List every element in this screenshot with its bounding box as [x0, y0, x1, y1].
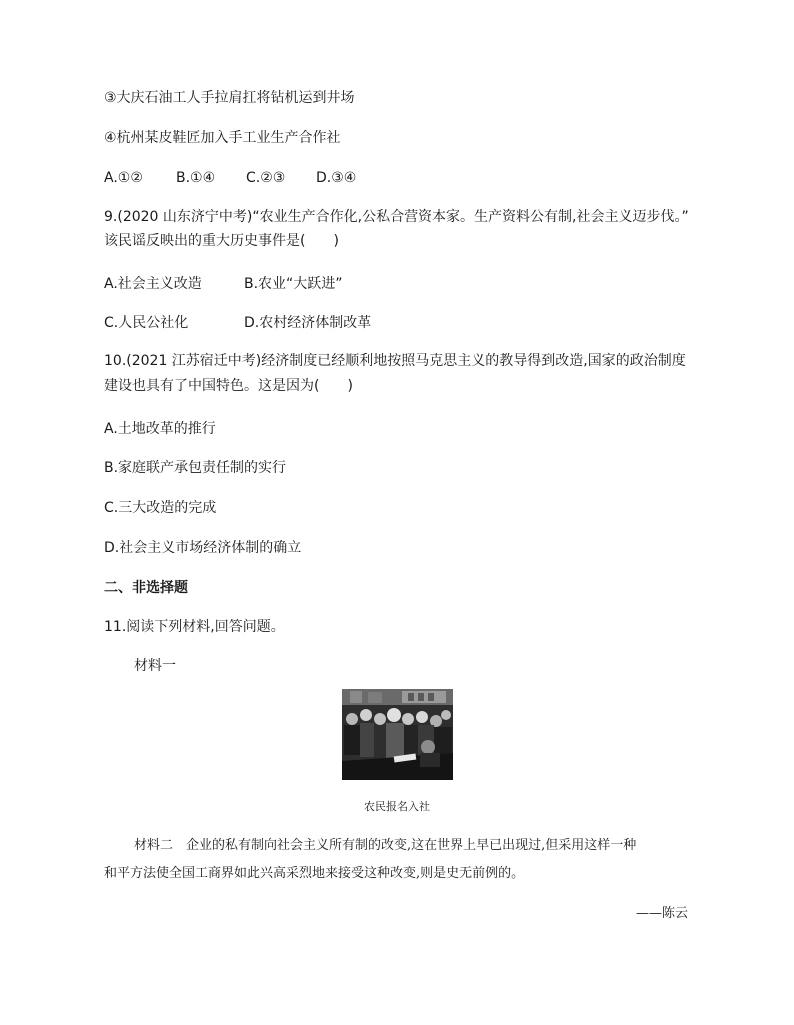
- q9-choice-c: C.人民公社化: [104, 315, 189, 331]
- q8-choice-a: A.①②: [104, 170, 143, 186]
- q10-choice-b: B.家庭联产承包责任制的实行: [104, 460, 287, 476]
- q8-choices: [104, 168, 356, 188]
- q10-choice-a: A.土地改革的推行: [104, 421, 216, 437]
- q9-stem-line-2: 该民谣反映出的重大历史事件是( ): [104, 233, 339, 249]
- q8-option-item-3: ③大庆石油工人手拉肩扛将钻机运到井场: [104, 90, 355, 106]
- q11-stem: 11.阅读下列材料,回答问题。: [104, 619, 285, 635]
- q10-stem-line-2: 建设也具有了中国特色。这是因为( ): [104, 378, 353, 394]
- q10-stem-line-1: 10.(2021 江苏宿迁中考)经济制度已经顺利地按照马克思主义的教导得到改造,国家的政治制度: [104, 353, 686, 369]
- q8-choice-d: D.③④: [316, 170, 357, 186]
- photo-caption: 农民报名入社: [364, 800, 430, 813]
- material-1-label: 材料一: [134, 658, 176, 674]
- material-2-attribution: ——陈云: [636, 906, 689, 921]
- q10-choice-c: C.三大改造的完成: [104, 500, 217, 516]
- q9-choice-a: A.社会主义改造: [104, 276, 202, 292]
- material-2-line-2: 和平方法使全国工商界如此兴高采烈地来接受这种改变,则是史无前例的。: [104, 866, 525, 881]
- q9-choice-b: B.农业“大跃进”: [244, 276, 343, 292]
- q9-choices-row-2: [104, 313, 371, 333]
- material-2-line-1: 材料二 企业的私有制向社会主义所有制的改变,这在世界上早已出现过,但采用这样一种: [134, 838, 637, 853]
- q8-choice-c: C.②③: [246, 170, 286, 186]
- q8-choice-b: B.①④: [176, 170, 216, 186]
- q9-choices-row-1: [104, 274, 343, 294]
- q8-option-item-4: ④杭州某皮鞋匠加入手工业生产合作社: [104, 130, 341, 146]
- farmers-joining-cooperative-photo: [342, 689, 453, 780]
- q9-choice-d: D.农村经济体制改革: [244, 315, 372, 331]
- q9-stem-line-1: 9.(2020 山东济宁中考)“农业生产合作化,公私合营资本家。生产资料公有制,社会主义迈步伐。”: [104, 209, 689, 225]
- q10-choice-d: D.社会主义市场经济体制的确立: [104, 540, 302, 556]
- section-title: 二、非选择题: [104, 580, 188, 596]
